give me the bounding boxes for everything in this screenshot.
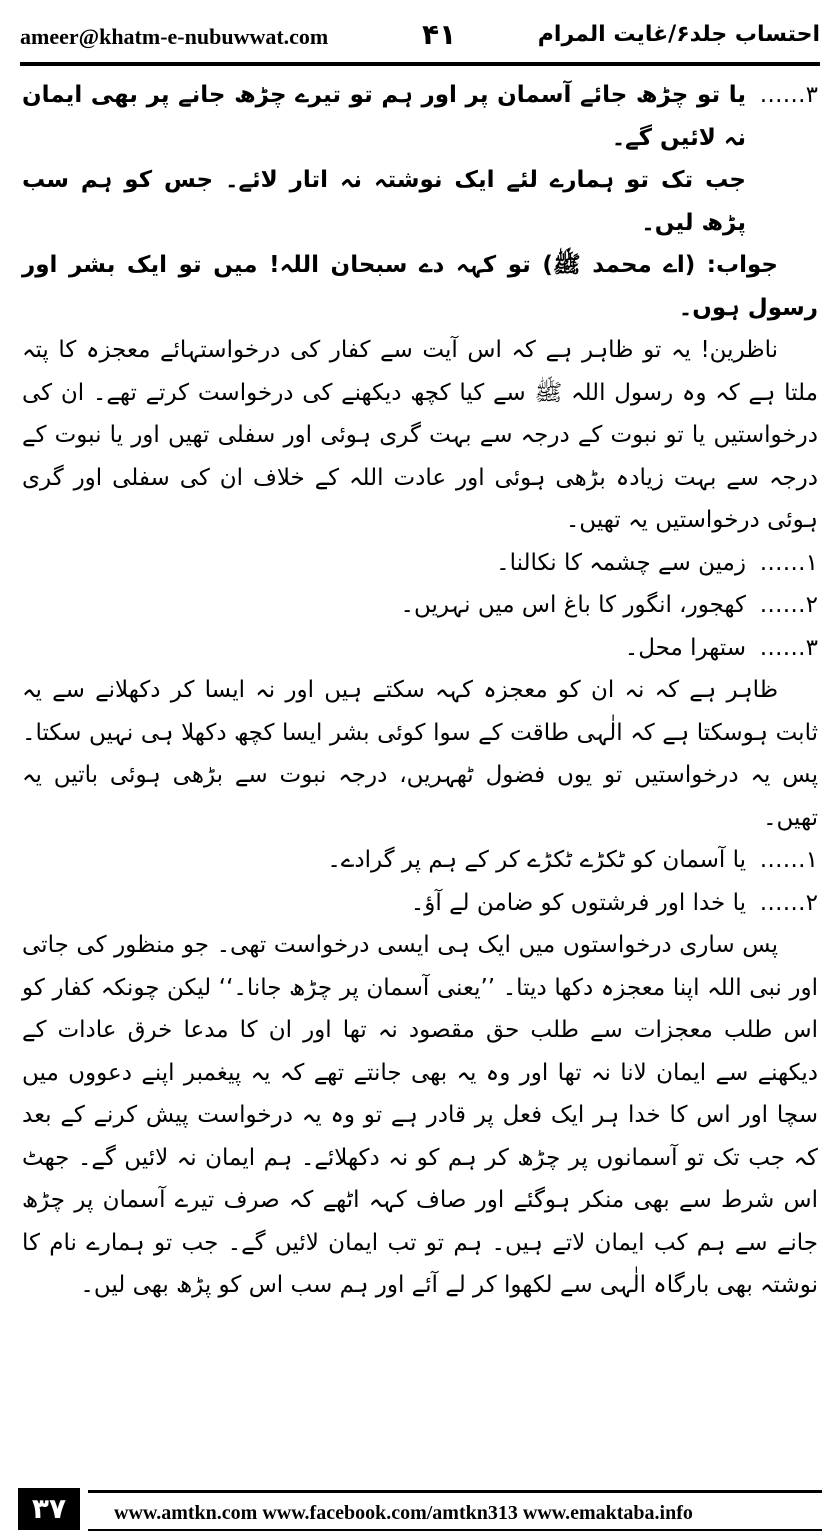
- paragraph-readers: ناظرین! یہ تو ظاہر ہے کہ اس آیت سے کفار کی درخواستہائے معجزہ کا پتہ ملتا ہے کہ وہ رسول اللہ ﷺ سے کیا کچھ دیکھنے کی درخواست کرتے تھے۔ ان کی درخواستیں یا تو نبوت کے درجہ سے بہت گری ہوئی اور سفلی تھیں اور یا نبوت کے درجہ سے بہت زیادہ بڑھی ہوئی اور عادت اللہ کے خلاف ان کی سفلی اور گری ہوئی درخواستیں یہ تھیں۔: [22, 337, 818, 533]
- page-footer: [18, 1488, 822, 1532]
- list-item-number: ۱……: [759, 549, 818, 576]
- list-item: [22, 882, 818, 925]
- footer-rule-bottom: [88, 1529, 822, 1531]
- list-item-number: ۳……: [759, 634, 818, 661]
- header-rule: [20, 62, 820, 66]
- list-item: [22, 839, 818, 882]
- header-page-number: ۴۱: [422, 18, 457, 51]
- list-lowly-requests: [22, 542, 818, 670]
- list-item-text: ستھرا محل۔: [624, 634, 746, 661]
- header-email[interactable]: ameer@khatm-e-nubuwwat.com: [20, 24, 329, 49]
- list-excessive-requests: [22, 839, 818, 924]
- footer-rule-top: [88, 1490, 822, 1493]
- list-item: [22, 584, 818, 627]
- list-item-text: زمین سے چشمہ کا نکالنا۔: [496, 549, 746, 576]
- paragraph-conclusion: پس ساری درخواستوں میں ایک ہی ایسی درخواست تھی۔ جو منظور کی جاتی اور نبی اللہ اپنا معجزہ دکھا دیتا۔ ’’یعنی آسمان پر چڑھ جانا۔‘‘ لیکن چونکہ کفار کو اس طلب معجزات سے طلب حق مقصود نہ تھا اور ان کا مدعا خرق عادات کے دیکھنے سے ایمان لانا نہ تھا اور وہ یہ بھی جانتے تھے کہ یہ پیغمبر اپنے دعووں میں سچا اور اس کا خدا ہر ایک فعل پر قادر ہے تو وہ یہ درخواست پیش کرنے کے بعد کہ جب تک تو آسمانوں پر چڑھ کر ہم کو نہ دکھلائے۔ ہم ایمان نہ لائیں گے۔ جھٹ اس شرط سے بھی منکر ہوگئے اور صاف کہہ اٹھے کہ صرف تیرے آسمان پر چڑھ جانے سے ہم کب ایمان لاتے ہیں۔ ہم تو تب ایمان لائیں گے۔ جب تو ہمارے نام کا نوشتہ بھی بارگاہ الٰہی سے لکھوا کر لے آئے اور ہم سب اس کو پڑھ بھی لیں۔: [22, 932, 818, 1298]
- footer-urls[interactable]: www.amtkn.com www.facebook.com/amtkn313 www.emaktaba.info: [114, 1502, 693, 1524]
- paragraph-evident: ظاہر ہے کہ نہ ان کو معجزہ کہہ سکتے ہیں اور نہ ایسا کر دکھلانے سے یہ ثابت ہوسکتا ہے کہ الٰہی طاقت کے سوا کوئی بشر ایسا کچھ دکھلا ہی نہیں سکتا۔ پس یہ درخواستیں تو یوں فضول ٹھہریں، درجہ نبوت سے بڑھی ہوئی باتیں یہ تھیں۔: [22, 677, 818, 831]
- list-item-text: یا آسمان کو ٹکڑے ٹکڑے کر کے ہم پر گرادے۔: [327, 847, 746, 873]
- list-item: [22, 627, 818, 670]
- page-body: [22, 74, 818, 1307]
- list-item-number: ۱……: [759, 847, 818, 873]
- list-item-number: ۳……: [759, 82, 818, 108]
- list-item-number: ۲……: [759, 889, 818, 916]
- footer-page-number: ۳۷: [18, 1488, 80, 1530]
- list-item-text: یا تو چڑھ جائے آسمان پر اور ہم تو تیرے چڑھ جانے پر بھی ایمان نہ لائیں گے۔: [22, 82, 746, 151]
- paragraph-answer: جواب: (اے محمد ﷺ) تو کہہ دے سبحان اللہ! میں تو ایک بشر اور رسول ہوں۔: [22, 252, 818, 321]
- list-item: [22, 542, 818, 585]
- list-item-text: یا خدا اور فرشتوں کو ضامن لے آؤ۔: [410, 889, 746, 916]
- page-header: [20, 18, 820, 58]
- list-item-text: کھجور، انگور کا باغ اس میں نہریں۔: [400, 592, 746, 618]
- header-book-title: احتساب جلد۶/غایت المرام: [537, 22, 820, 47]
- list-item-number: ۲……: [759, 592, 818, 618]
- paragraph-continuation: جب تک تو ہمارے لئے ایک نوشتہ نہ اتار لائے۔ جس کو ہم سب پڑھ لیں۔: [22, 167, 746, 236]
- list-item: [22, 74, 818, 159]
